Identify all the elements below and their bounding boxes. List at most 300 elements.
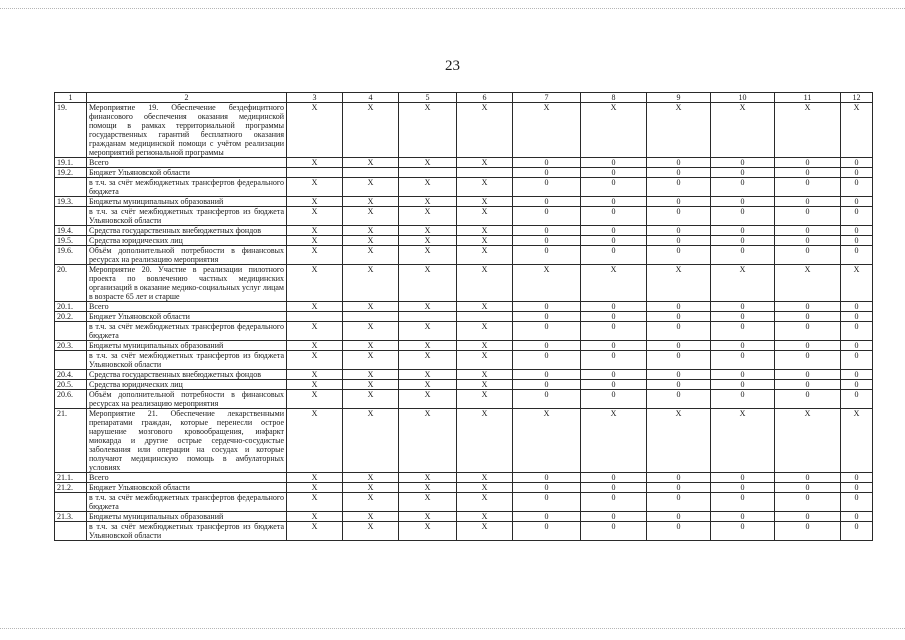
value-cell: 0 [711,351,775,370]
row-name: Объём дополнительной потребности в финансовых ресурсах на реализацию мероприятия [87,390,287,409]
value-cell: 0 [647,483,711,493]
value-cell: X [513,103,581,158]
row-number [55,207,87,226]
row-number [55,351,87,370]
value-cell: 0 [841,341,873,351]
row-number: 19.3. [55,197,87,207]
value-cell: 0 [775,512,841,522]
value-cell: X [711,103,775,158]
value-cell: X [399,370,457,380]
value-cell: 0 [647,246,711,265]
value-cell: X [343,473,399,483]
value-cell: X [399,226,457,236]
row-name: Мероприятие 21. Обеспечение лекарственными препаратами граждан, которые перенесли острое нарушение мозгового кровообращения, инфаркт миокарда и другие острые сердечно-сосудистые заболевания или операции на сосудах и которые получают медицинскую помощь в амбулаторных условиях [87,409,287,473]
value-cell: 0 [711,493,775,512]
row-name: Средства юридических лиц [87,380,287,390]
value-cell: X [841,409,873,473]
row-number: 20.1. [55,302,87,312]
table-row [55,409,873,473]
value-cell: 0 [841,370,873,380]
row-number [55,522,87,541]
row-number: 19.6. [55,246,87,265]
table-row [55,351,873,370]
value-cell: 0 [711,178,775,197]
value-cell: 0 [775,207,841,226]
value-cell: 0 [841,351,873,370]
row-name: в т.ч. за счёт межбюджетных трансфертов из бюджета Ульяновской области [87,522,287,541]
value-cell [457,312,513,322]
value-cell: 0 [711,168,775,178]
value-cell: 0 [647,341,711,351]
value-cell: 0 [513,246,581,265]
value-cell: 0 [513,522,581,541]
column-header: 7 [513,93,581,103]
value-cell: 0 [647,226,711,236]
table-row [55,178,873,197]
value-cell: X [343,197,399,207]
value-cell: 0 [647,380,711,390]
value-cell: 0 [513,236,581,246]
value-cell: 0 [581,322,647,341]
value-cell: X [287,322,343,341]
column-header: 1 [55,93,87,103]
value-cell: X [287,265,343,302]
value-cell: X [287,207,343,226]
column-header: 12 [841,93,873,103]
value-cell: 0 [711,483,775,493]
value-cell: X [343,483,399,493]
value-cell: X [457,512,513,522]
value-cell: 0 [581,207,647,226]
value-cell: X [287,473,343,483]
value-cell: X [457,351,513,370]
value-cell: X [343,265,399,302]
value-cell: 0 [647,312,711,322]
row-number: 19.2. [55,168,87,178]
value-cell: X [399,473,457,483]
top-scan-edge [0,8,905,12]
value-cell: 0 [647,473,711,483]
value-cell: X [457,380,513,390]
value-cell: X [343,341,399,351]
table-row [55,158,873,168]
value-cell [399,312,457,322]
value-cell: 0 [581,493,647,512]
value-cell: 0 [647,390,711,409]
value-cell: 0 [841,226,873,236]
value-cell: 0 [841,322,873,341]
value-cell: X [343,390,399,409]
value-cell: 0 [581,473,647,483]
value-cell: 0 [647,351,711,370]
value-cell: X [711,265,775,302]
value-cell: 0 [775,522,841,541]
page-number: 23 [445,58,460,74]
value-cell: X [287,390,343,409]
row-number: 20.2. [55,312,87,322]
value-cell: 0 [711,197,775,207]
value-cell: X [775,409,841,473]
value-cell: X [343,207,399,226]
row-number: 19.5. [55,236,87,246]
value-cell: 0 [775,178,841,197]
column-header: 2 [87,93,287,103]
row-number [55,493,87,512]
table-body [55,93,873,541]
value-cell: X [287,351,343,370]
column-header: 10 [711,93,775,103]
value-cell: 0 [841,168,873,178]
value-cell: X [399,158,457,168]
value-cell: 0 [841,522,873,541]
row-name: Средства юридических лиц [87,236,287,246]
value-cell: 0 [581,380,647,390]
row-name: Бюджет Ульяновской области [87,168,287,178]
value-cell: 0 [841,302,873,312]
value-cell: X [457,483,513,493]
value-cell: 0 [647,178,711,197]
value-cell: 0 [581,370,647,380]
table-row [55,236,873,246]
value-cell: X [399,380,457,390]
value-cell: X [399,178,457,197]
value-cell: 0 [513,207,581,226]
row-name: в т.ч. за счёт межбюджетных трансфертов федерального бюджета [87,178,287,197]
value-cell: 0 [775,197,841,207]
value-cell: 0 [581,168,647,178]
value-cell: X [287,197,343,207]
value-cell: 0 [513,158,581,168]
row-number: 19.1. [55,158,87,168]
row-name: Бюджеты муниципальных образований [87,197,287,207]
value-cell: 0 [841,380,873,390]
value-cell: 0 [581,351,647,370]
table-row [55,493,873,512]
table-row [55,302,873,312]
value-cell: X [457,473,513,483]
value-cell: 0 [775,236,841,246]
value-cell: X [647,103,711,158]
value-cell: X [513,265,581,302]
value-cell: 0 [513,226,581,236]
value-cell [287,168,343,178]
column-header: 4 [343,93,399,103]
value-cell: 0 [841,493,873,512]
column-header: 5 [399,93,457,103]
value-cell: X [399,341,457,351]
value-cell: 0 [513,341,581,351]
row-number: 21. [55,409,87,473]
row-number [55,178,87,197]
value-cell: 0 [647,322,711,341]
value-cell: X [457,322,513,341]
value-cell: 0 [581,197,647,207]
value-cell: X [457,178,513,197]
row-number: 20.6. [55,390,87,409]
value-cell [343,312,399,322]
table-row [55,312,873,322]
value-cell: 0 [513,168,581,178]
table-row [55,370,873,380]
row-name: Бюджеты муниципальных образований [87,512,287,522]
table-row [55,522,873,541]
value-cell: X [581,265,647,302]
row-number: 20.5. [55,380,87,390]
value-cell: X [343,409,399,473]
value-cell: X [343,370,399,380]
value-cell: X [457,236,513,246]
row-number: 20.4. [55,370,87,380]
row-name: в т.ч. за счёт межбюджетных трансфертов федерального бюджета [87,493,287,512]
value-cell: X [647,265,711,302]
value-cell: 0 [775,380,841,390]
table-row [55,246,873,265]
value-cell: 0 [581,302,647,312]
value-cell: 0 [647,512,711,522]
value-cell: X [457,302,513,312]
column-header: 6 [457,93,513,103]
value-cell: X [457,226,513,236]
value-cell: X [581,103,647,158]
value-cell [399,168,457,178]
value-cell: X [399,493,457,512]
value-cell: X [399,512,457,522]
value-cell: X [287,226,343,236]
value-cell: X [343,522,399,541]
value-cell: 0 [581,236,647,246]
value-cell: 0 [841,207,873,226]
row-name: Бюджеты муниципальных образований [87,341,287,351]
value-cell: X [457,409,513,473]
value-cell: X [287,493,343,512]
table-row [55,341,873,351]
value-cell: X [457,207,513,226]
row-name: Средства государственных внебюджетных фондов [87,370,287,380]
table-row [55,197,873,207]
value-cell: X [287,409,343,473]
value-cell: 0 [775,473,841,483]
value-cell: X [287,178,343,197]
value-cell: 0 [841,483,873,493]
value-cell: 0 [513,197,581,207]
row-number: 19. [55,103,87,158]
value-cell: 0 [513,178,581,197]
value-cell: X [399,265,457,302]
value-cell: 0 [711,380,775,390]
row-name: Всего [87,302,287,312]
value-cell: X [399,409,457,473]
row-name: Всего [87,158,287,168]
value-cell: 0 [711,390,775,409]
row-name: Средства государственных внебюджетных фондов [87,226,287,236]
value-cell: X [457,370,513,380]
value-cell: 0 [711,246,775,265]
value-cell: 0 [513,390,581,409]
value-cell: 0 [513,473,581,483]
row-number: 21.3. [55,512,87,522]
value-cell: 0 [841,473,873,483]
value-cell: 0 [513,483,581,493]
value-cell: X [287,302,343,312]
value-cell: 0 [775,322,841,341]
value-cell: 0 [775,341,841,351]
row-number [55,322,87,341]
value-cell: X [399,390,457,409]
value-cell: 0 [711,473,775,483]
value-cell: 0 [647,236,711,246]
value-cell: 0 [581,158,647,168]
table-row [55,473,873,483]
value-cell: 0 [581,522,647,541]
column-header: 11 [775,93,841,103]
table-row [55,168,873,178]
value-cell: 0 [647,197,711,207]
value-cell: 0 [711,158,775,168]
value-cell: X [457,158,513,168]
row-number: 21.2. [55,483,87,493]
value-cell: 0 [711,236,775,246]
value-cell: X [399,302,457,312]
value-cell: X [287,380,343,390]
row-name: Всего [87,473,287,483]
value-cell: 0 [513,312,581,322]
value-cell: 0 [775,312,841,322]
row-number: 20.3. [55,341,87,351]
value-cell: 0 [775,390,841,409]
table-row [55,512,873,522]
row-number: 19.4. [55,226,87,236]
value-cell: 0 [841,197,873,207]
value-cell: X [287,512,343,522]
value-cell: 0 [775,483,841,493]
value-cell: 0 [841,236,873,246]
value-cell: 0 [581,390,647,409]
value-cell: 0 [711,512,775,522]
value-cell: 0 [775,493,841,512]
value-cell: 0 [841,178,873,197]
value-cell: 0 [513,380,581,390]
value-cell: 0 [647,370,711,380]
value-cell: 0 [711,207,775,226]
value-cell: X [343,302,399,312]
value-cell: 0 [647,168,711,178]
value-cell: X [343,178,399,197]
value-cell: X [841,265,873,302]
value-cell: X [399,351,457,370]
value-cell: X [457,493,513,512]
value-cell: 0 [647,302,711,312]
row-number: 21.1. [55,473,87,483]
value-cell: 0 [647,493,711,512]
row-name: в т.ч. за счёт межбюджетных трансфертов из бюджета Ульяновской области [87,351,287,370]
value-cell: 0 [775,158,841,168]
value-cell: 0 [711,522,775,541]
column-header: 3 [287,93,343,103]
value-cell: 0 [581,512,647,522]
header-row [55,93,873,103]
value-cell: X [457,246,513,265]
value-cell: 0 [711,312,775,322]
value-cell: 0 [647,522,711,541]
row-name: Мероприятие 19. Обеспечение бездефицитного финансового обеспечения оказания медицинской помощи в рамках территориальной программы государственных гарантий бесплатного оказания гражданам медицинской помощи с учётом реализации мероприятий региональной программы [87,103,287,158]
value-cell: X [399,207,457,226]
value-cell: 0 [513,351,581,370]
value-cell: X [343,226,399,236]
value-cell: 0 [711,322,775,341]
value-cell: X [287,103,343,158]
value-cell: 0 [711,302,775,312]
value-cell: X [287,158,343,168]
value-cell: X [647,409,711,473]
value-cell: X [287,246,343,265]
value-cell: 0 [647,158,711,168]
value-cell: X [343,512,399,522]
value-cell: 0 [581,341,647,351]
value-cell: 0 [513,512,581,522]
table-row [55,322,873,341]
value-cell: X [457,197,513,207]
value-cell: 0 [581,312,647,322]
value-cell: 0 [841,390,873,409]
table-row [55,390,873,409]
value-cell [343,168,399,178]
value-cell: X [343,246,399,265]
bottom-scan-edge [0,628,905,632]
value-cell: 0 [581,178,647,197]
value-cell: X [581,409,647,473]
value-cell: 0 [581,246,647,265]
value-cell: 0 [841,512,873,522]
value-cell: 0 [711,226,775,236]
table-row [55,103,873,158]
row-name: Бюджет Ульяновской области [87,312,287,322]
value-cell: 0 [581,483,647,493]
value-cell: 0 [841,246,873,265]
value-cell: X [399,522,457,541]
value-cell: X [343,380,399,390]
row-name: Бюджет Ульяновской области [87,483,287,493]
value-cell: X [287,236,343,246]
value-cell: X [399,236,457,246]
table-row [55,207,873,226]
value-cell: X [399,322,457,341]
row-name: в т.ч. за счёт межбюджетных трансфертов из бюджета Ульяновской области [87,207,287,226]
value-cell: X [399,246,457,265]
value-cell [457,168,513,178]
value-cell: X [343,351,399,370]
value-cell: X [399,483,457,493]
value-cell: 0 [841,158,873,168]
value-cell: X [287,483,343,493]
value-cell: 0 [775,246,841,265]
value-cell: 0 [711,370,775,380]
row-number: 20. [55,265,87,302]
value-cell: 0 [513,370,581,380]
value-cell: X [399,103,457,158]
value-cell: 0 [775,351,841,370]
value-cell: 0 [647,207,711,226]
value-cell: 0 [513,493,581,512]
table-row [55,226,873,236]
value-cell: X [343,322,399,341]
value-cell: 0 [711,341,775,351]
value-cell [287,312,343,322]
budget-table [54,92,873,541]
value-cell: X [343,493,399,512]
value-cell: 0 [775,370,841,380]
value-cell: 0 [513,302,581,312]
value-cell: X [287,370,343,380]
